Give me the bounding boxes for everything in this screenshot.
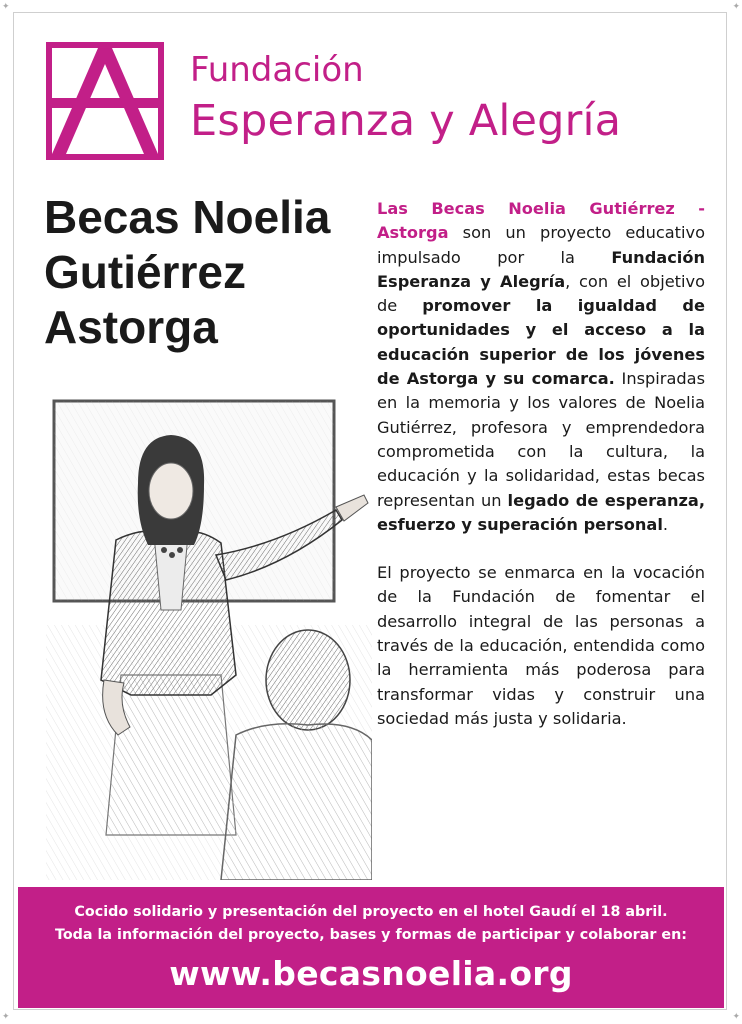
- text-run: son un proyecto educativo impulsado por la: [377, 223, 705, 267]
- letter-a-square-logo-icon: [46, 42, 164, 160]
- org-name: Esperanza y Alegría: [190, 96, 622, 146]
- text-run: Inspiradas en la memoria y los valores de Noelia Gutiérrez, profesora y emprendedora comprometida con la cultura, la educación y la solidaridad, estas becas representan un: [377, 369, 705, 510]
- scholarship-name: Las Becas Noelia Gutiérrez - Astorga: [377, 199, 705, 243]
- website-url: www.becasnoelia.org: [169, 954, 573, 993]
- foundation-name: Fundación Esperanza y Alegría: [377, 247, 705, 291]
- legacy-text: legado de esperanza, esfuerzo y superación personal: [377, 490, 705, 534]
- org-prefix: Fundación: [190, 50, 364, 90]
- text-run: .: [662, 514, 669, 534]
- title-line: Becas Noelia: [44, 191, 331, 243]
- text-run: , con el objetivo de: [377, 271, 705, 316]
- crop-mark-icon: ✦: [732, 1012, 740, 1022]
- header: [46, 42, 706, 162]
- event-announcement: Cocido solidario y presentación del proyecto en el hotel Gaudí el 18 abril.: [74, 904, 668, 920]
- description-text: [377, 197, 705, 731]
- crop-mark-icon: ✦: [732, 2, 740, 12]
- title-line: Astorga: [44, 301, 218, 353]
- event-banner: [18, 887, 724, 1008]
- page-title: [44, 190, 364, 355]
- crop-mark-icon: ✦: [2, 1012, 10, 1022]
- teacher-at-whiteboard-sketch-icon: [46, 395, 372, 880]
- objective-text: promover la igualdad de oportunidades y el acceso a la educación superior de los jóvenes de Astorga y su comarca.: [377, 296, 705, 389]
- description-paragraph: [377, 197, 705, 537]
- title-line: Gutiérrez: [44, 246, 246, 298]
- info-line: Toda la información del proyecto, bases y formas de participar y colaborar en:: [55, 927, 687, 943]
- description-paragraph: El proyecto se enmarca en la vocación de la Fundación de fomentar el desarrollo integral de las personas a través de la educación, entendida como la herramienta más poderosa para transformar vidas y construir una sociedad más justa y solidaria.: [377, 563, 705, 728]
- crop-mark-icon: ✦: [2, 2, 10, 12]
